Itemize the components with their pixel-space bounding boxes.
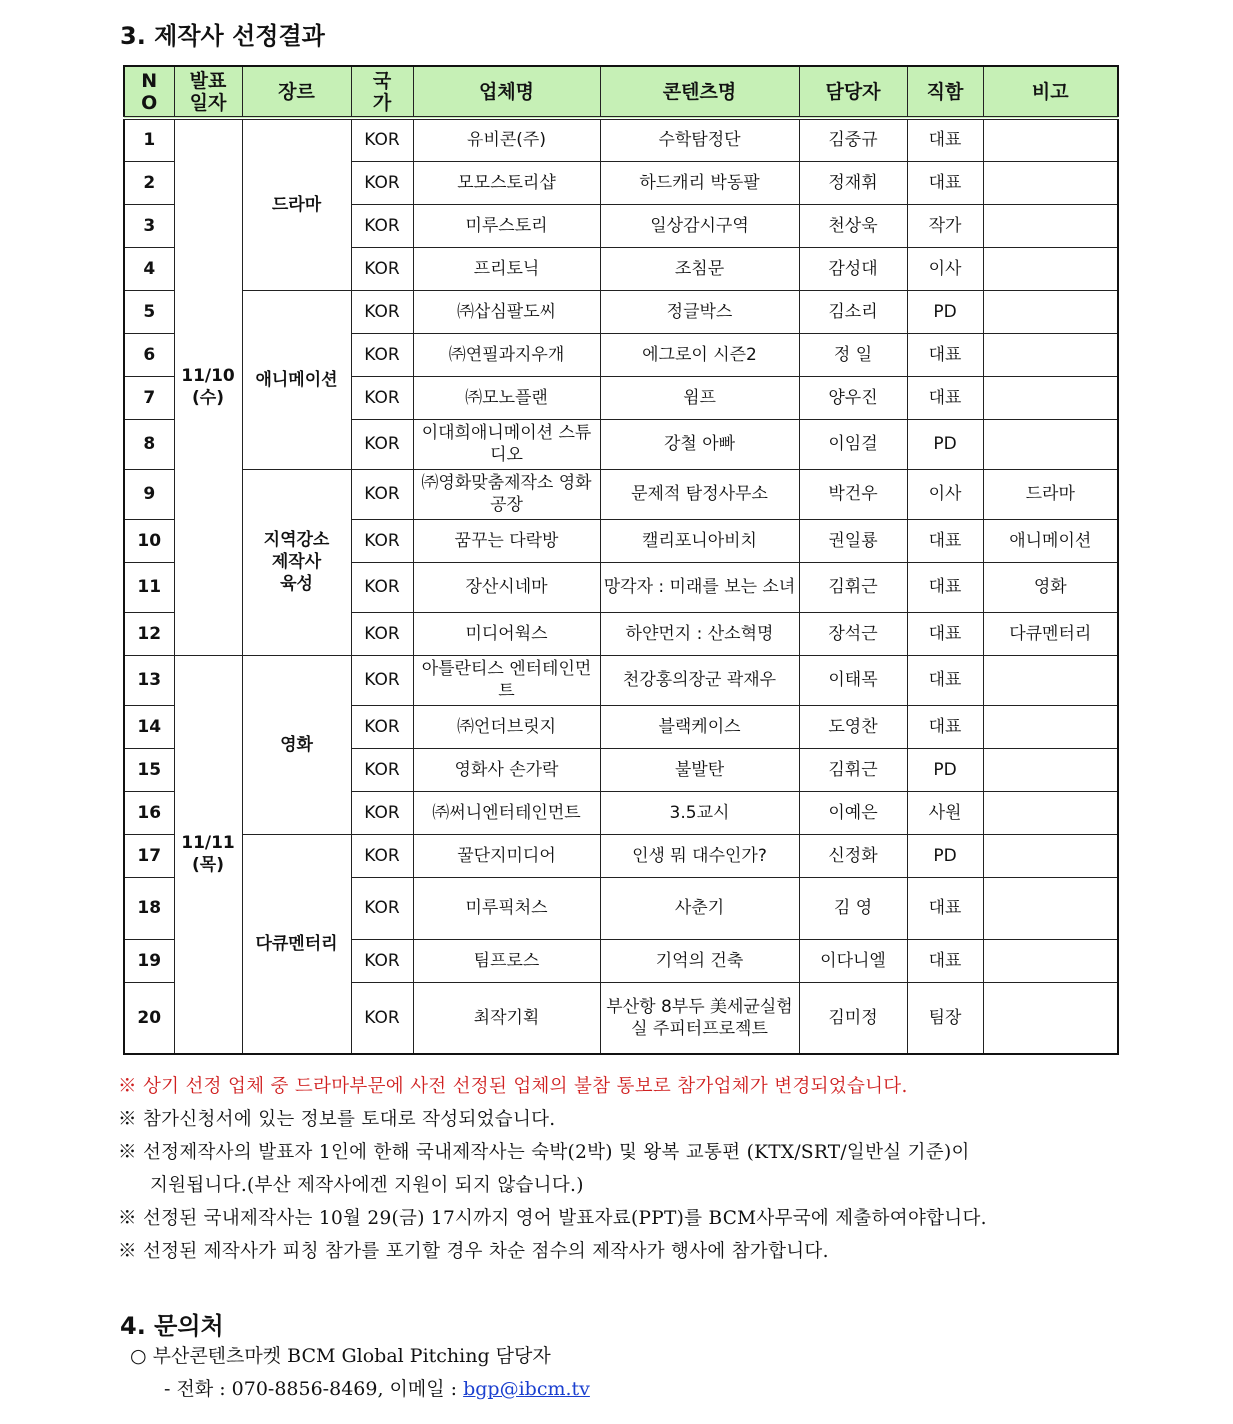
row-note	[983, 705, 1118, 748]
row-company: ㈜써니엔터테인먼트	[413, 791, 600, 834]
row-no: 19	[124, 939, 174, 982]
row-position: 대표	[907, 333, 983, 376]
row-country: KOR	[351, 791, 413, 834]
header-position: 직함	[907, 66, 983, 118]
row-note	[983, 939, 1118, 982]
row-manager: 김중규	[799, 118, 907, 161]
row-manager: 정재휘	[799, 161, 907, 204]
row-content: 천강홍의장군 곽재우	[600, 655, 799, 705]
row-note	[983, 791, 1118, 834]
row-position: 사원	[907, 791, 983, 834]
row-content: 정글박스	[600, 290, 799, 333]
header-no: N O	[124, 66, 174, 118]
contact-phone: - 전화 : 070-8856-8469, 이메일 :	[164, 1378, 464, 1400]
row-country: KOR	[351, 612, 413, 655]
row-country: KOR	[351, 333, 413, 376]
table-row	[124, 655, 1118, 705]
row-no: 10	[124, 519, 174, 562]
row-position: PD	[907, 419, 983, 469]
row-company: 미루스토리	[413, 204, 600, 247]
row-manager: 감성대	[799, 247, 907, 290]
row-manager: 김미정	[799, 982, 907, 1054]
row-no: 9	[124, 469, 174, 519]
row-no: 16	[124, 791, 174, 834]
genre-drama: 드라마	[242, 118, 351, 290]
row-no: 3	[124, 204, 174, 247]
row-no: 18	[124, 877, 174, 939]
row-content: 기억의 건축	[600, 939, 799, 982]
row-position: 대표	[907, 877, 983, 939]
row-company: 영화사 손가락	[413, 748, 600, 791]
row-no: 12	[124, 612, 174, 655]
row-position: 대표	[907, 939, 983, 982]
row-manager: 김휘근	[799, 562, 907, 612]
row-company: ㈜모노플랜	[413, 376, 600, 419]
row-manager: 이임걸	[799, 419, 907, 469]
row-country: KOR	[351, 118, 413, 161]
header-note: 비고	[983, 66, 1118, 118]
genre-animation: 애니메이션	[242, 290, 351, 469]
note-line: ※ 선정된 제작사가 피칭 참가를 포기할 경우 차순 점수의 제작사가 행사에 참가합니다.	[118, 1241, 829, 1262]
row-position: PD	[907, 290, 983, 333]
row-content: 3.5교시	[600, 791, 799, 834]
row-note: 애니메이션	[983, 519, 1118, 562]
row-content: 수학탐정단	[600, 118, 799, 161]
row-position: 팀장	[907, 982, 983, 1054]
row-country: KOR	[351, 834, 413, 877]
note-line: ※ 선정제작사의 발표자 1인에 한해 국내제작사는 숙박(2박) 및 왕복 교통편 (KTX/SRT/일반실 기준)이	[118, 1142, 970, 1163]
row-no: 13	[124, 655, 174, 705]
row-company: 미루픽처스	[413, 877, 600, 939]
row-position: 이사	[907, 469, 983, 519]
row-content: 일상감시구역	[600, 204, 799, 247]
row-manager: 정 일	[799, 333, 907, 376]
row-country: KOR	[351, 419, 413, 469]
row-country: KOR	[351, 877, 413, 939]
row-note	[983, 376, 1118, 419]
row-note	[983, 247, 1118, 290]
row-content: 캘리포니아비치	[600, 519, 799, 562]
row-content: 강철 아빠	[600, 419, 799, 469]
row-company: 꿈꾸는 다락방	[413, 519, 600, 562]
row-manager: 이다니엘	[799, 939, 907, 982]
row-no: 1	[124, 118, 174, 161]
row-note	[983, 118, 1118, 161]
row-note	[983, 161, 1118, 204]
row-note	[983, 333, 1118, 376]
row-company: 팀프로스	[413, 939, 600, 982]
row-position: PD	[907, 834, 983, 877]
row-manager: 김소리	[799, 290, 907, 333]
row-no: 14	[124, 705, 174, 748]
row-no: 7	[124, 376, 174, 419]
row-manager: 김휘근	[799, 748, 907, 791]
row-country: KOR	[351, 705, 413, 748]
row-note	[983, 655, 1118, 705]
row-content: 조침문	[600, 247, 799, 290]
row-country: KOR	[351, 519, 413, 562]
contact-phone-line	[130, 1373, 590, 1406]
row-manager: 이예은	[799, 791, 907, 834]
date-cell-1110: 11/10 (수)	[174, 118, 242, 655]
row-position: 대표	[907, 705, 983, 748]
row-country: KOR	[351, 982, 413, 1054]
row-position: 대표	[907, 376, 983, 419]
row-manager: 도영찬	[799, 705, 907, 748]
row-content: 블랙케이스	[600, 705, 799, 748]
note-line: 지원됩니다.(부산 제작사에겐 지원이 되지 않습니다.)	[150, 1175, 584, 1196]
row-manager: 이태목	[799, 655, 907, 705]
row-company: ㈜영화맞춤제작소 영화공장	[413, 469, 600, 519]
row-position: 대표	[907, 562, 983, 612]
row-position: 이사	[907, 247, 983, 290]
row-content: 망각자 : 미래를 보는 소녀	[600, 562, 799, 612]
row-company: 최작기획	[413, 982, 600, 1054]
row-content: 윔프	[600, 376, 799, 419]
row-position: PD	[907, 748, 983, 791]
row-note	[983, 982, 1118, 1054]
genre-regional: 지역강소 제작사 육성	[242, 469, 351, 655]
header-date: 발표 일자	[174, 66, 242, 118]
header-genre: 장르	[242, 66, 351, 118]
row-position: 작가	[907, 204, 983, 247]
header-company: 업체명	[413, 66, 600, 118]
table-row	[124, 469, 1118, 519]
row-manager: 권일룡	[799, 519, 907, 562]
header-content: 콘텐츠명	[600, 66, 799, 118]
row-position: 대표	[907, 612, 983, 655]
row-company: 프리토닉	[413, 247, 600, 290]
row-country: KOR	[351, 247, 413, 290]
row-country: KOR	[351, 939, 413, 982]
header-manager: 담당자	[799, 66, 907, 118]
section3-title: 3. 제작사 선정결과	[120, 22, 325, 50]
row-note: 영화	[983, 562, 1118, 612]
row-country: KOR	[351, 290, 413, 333]
row-manager: 김 영	[799, 877, 907, 939]
row-content: 사춘기	[600, 877, 799, 939]
row-company: 유비콘(주)	[413, 118, 600, 161]
row-position: 대표	[907, 519, 983, 562]
row-note: 드라마	[983, 469, 1118, 519]
row-manager: 천상욱	[799, 204, 907, 247]
row-manager: 장석근	[799, 612, 907, 655]
table-row	[124, 290, 1118, 333]
row-no: 2	[124, 161, 174, 204]
row-company: 미디어웍스	[413, 612, 600, 655]
row-note	[983, 834, 1118, 877]
row-note	[983, 290, 1118, 333]
row-content: 불발탄	[600, 748, 799, 791]
row-position: 대표	[907, 118, 983, 161]
row-no: 6	[124, 333, 174, 376]
row-content: 하얀먼지 : 산소혁명	[600, 612, 799, 655]
section4-title: 4. 문의처	[120, 1312, 224, 1340]
row-note: 다큐멘터리	[983, 612, 1118, 655]
row-no: 5	[124, 290, 174, 333]
row-content: 인생 뭐 대수인가?	[600, 834, 799, 877]
header-country: 국 가	[351, 66, 413, 118]
row-company: ㈜삽심팔도씨	[413, 290, 600, 333]
row-company: 이대희애니메이션 스튜디오	[413, 419, 600, 469]
row-content: 문제적 탐정사무소	[600, 469, 799, 519]
row-manager: 양우진	[799, 376, 907, 419]
row-no: 17	[124, 834, 174, 877]
email-link[interactable]: bgp@ibcm.tv	[463, 1378, 590, 1400]
row-company: 모모스토리샵	[413, 161, 600, 204]
row-country: KOR	[351, 204, 413, 247]
note-line: ※ 선정된 국내제작사는 10월 29(금) 17시까지 영어 발표자료(PPT)를 BCM사무국에 제출하여야합니다.	[118, 1208, 987, 1229]
row-country: KOR	[351, 161, 413, 204]
note-line: ※ 참가신청서에 있는 정보를 토대로 작성되었습니다.	[118, 1109, 556, 1130]
row-country: KOR	[351, 655, 413, 705]
table-row	[124, 834, 1118, 877]
row-no: 15	[124, 748, 174, 791]
contact-line: ○ 부산콘텐츠마켓 BCM Global Pitching 담당자	[130, 1345, 551, 1367]
contact-block	[130, 1340, 590, 1406]
row-note	[983, 877, 1118, 939]
row-country: KOR	[351, 376, 413, 419]
notes-block	[118, 1070, 1128, 1268]
row-position: 대표	[907, 655, 983, 705]
row-note	[983, 419, 1118, 469]
table-row	[124, 118, 1118, 161]
row-company: 아틀란티스 엔터테인먼트	[413, 655, 600, 705]
date-cell-1111: 11/11 (목)	[174, 655, 242, 1054]
row-no: 4	[124, 247, 174, 290]
note-line: ※ 상기 선정 업체 중 드라마부문에 사전 선정된 업체의 불참 통보로 참가업체가 변경되었습니다.	[118, 1076, 908, 1097]
row-manager: 박건우	[799, 469, 907, 519]
row-company: 꿀단지미디어	[413, 834, 600, 877]
row-country: KOR	[351, 469, 413, 519]
row-note	[983, 204, 1118, 247]
row-company: ㈜연필과지우개	[413, 333, 600, 376]
row-no: 8	[124, 419, 174, 469]
row-company: 장산시네마	[413, 562, 600, 612]
row-manager: 신정화	[799, 834, 907, 877]
row-position: 대표	[907, 161, 983, 204]
genre-film: 영화	[242, 655, 351, 834]
row-content: 부산항 8부두 美세균실험실 주피터프로젝트	[600, 982, 799, 1054]
row-no: 20	[124, 982, 174, 1054]
genre-documentary: 다큐멘터리	[242, 834, 351, 1054]
row-note	[983, 748, 1118, 791]
selection-results-table	[123, 65, 1119, 1055]
row-country: KOR	[351, 562, 413, 612]
row-company: ㈜언더브릿지	[413, 705, 600, 748]
row-no: 11	[124, 562, 174, 612]
row-content: 에그로이 시즌2	[600, 333, 799, 376]
row-content: 하드캐리 박동팔	[600, 161, 799, 204]
row-country: KOR	[351, 748, 413, 791]
